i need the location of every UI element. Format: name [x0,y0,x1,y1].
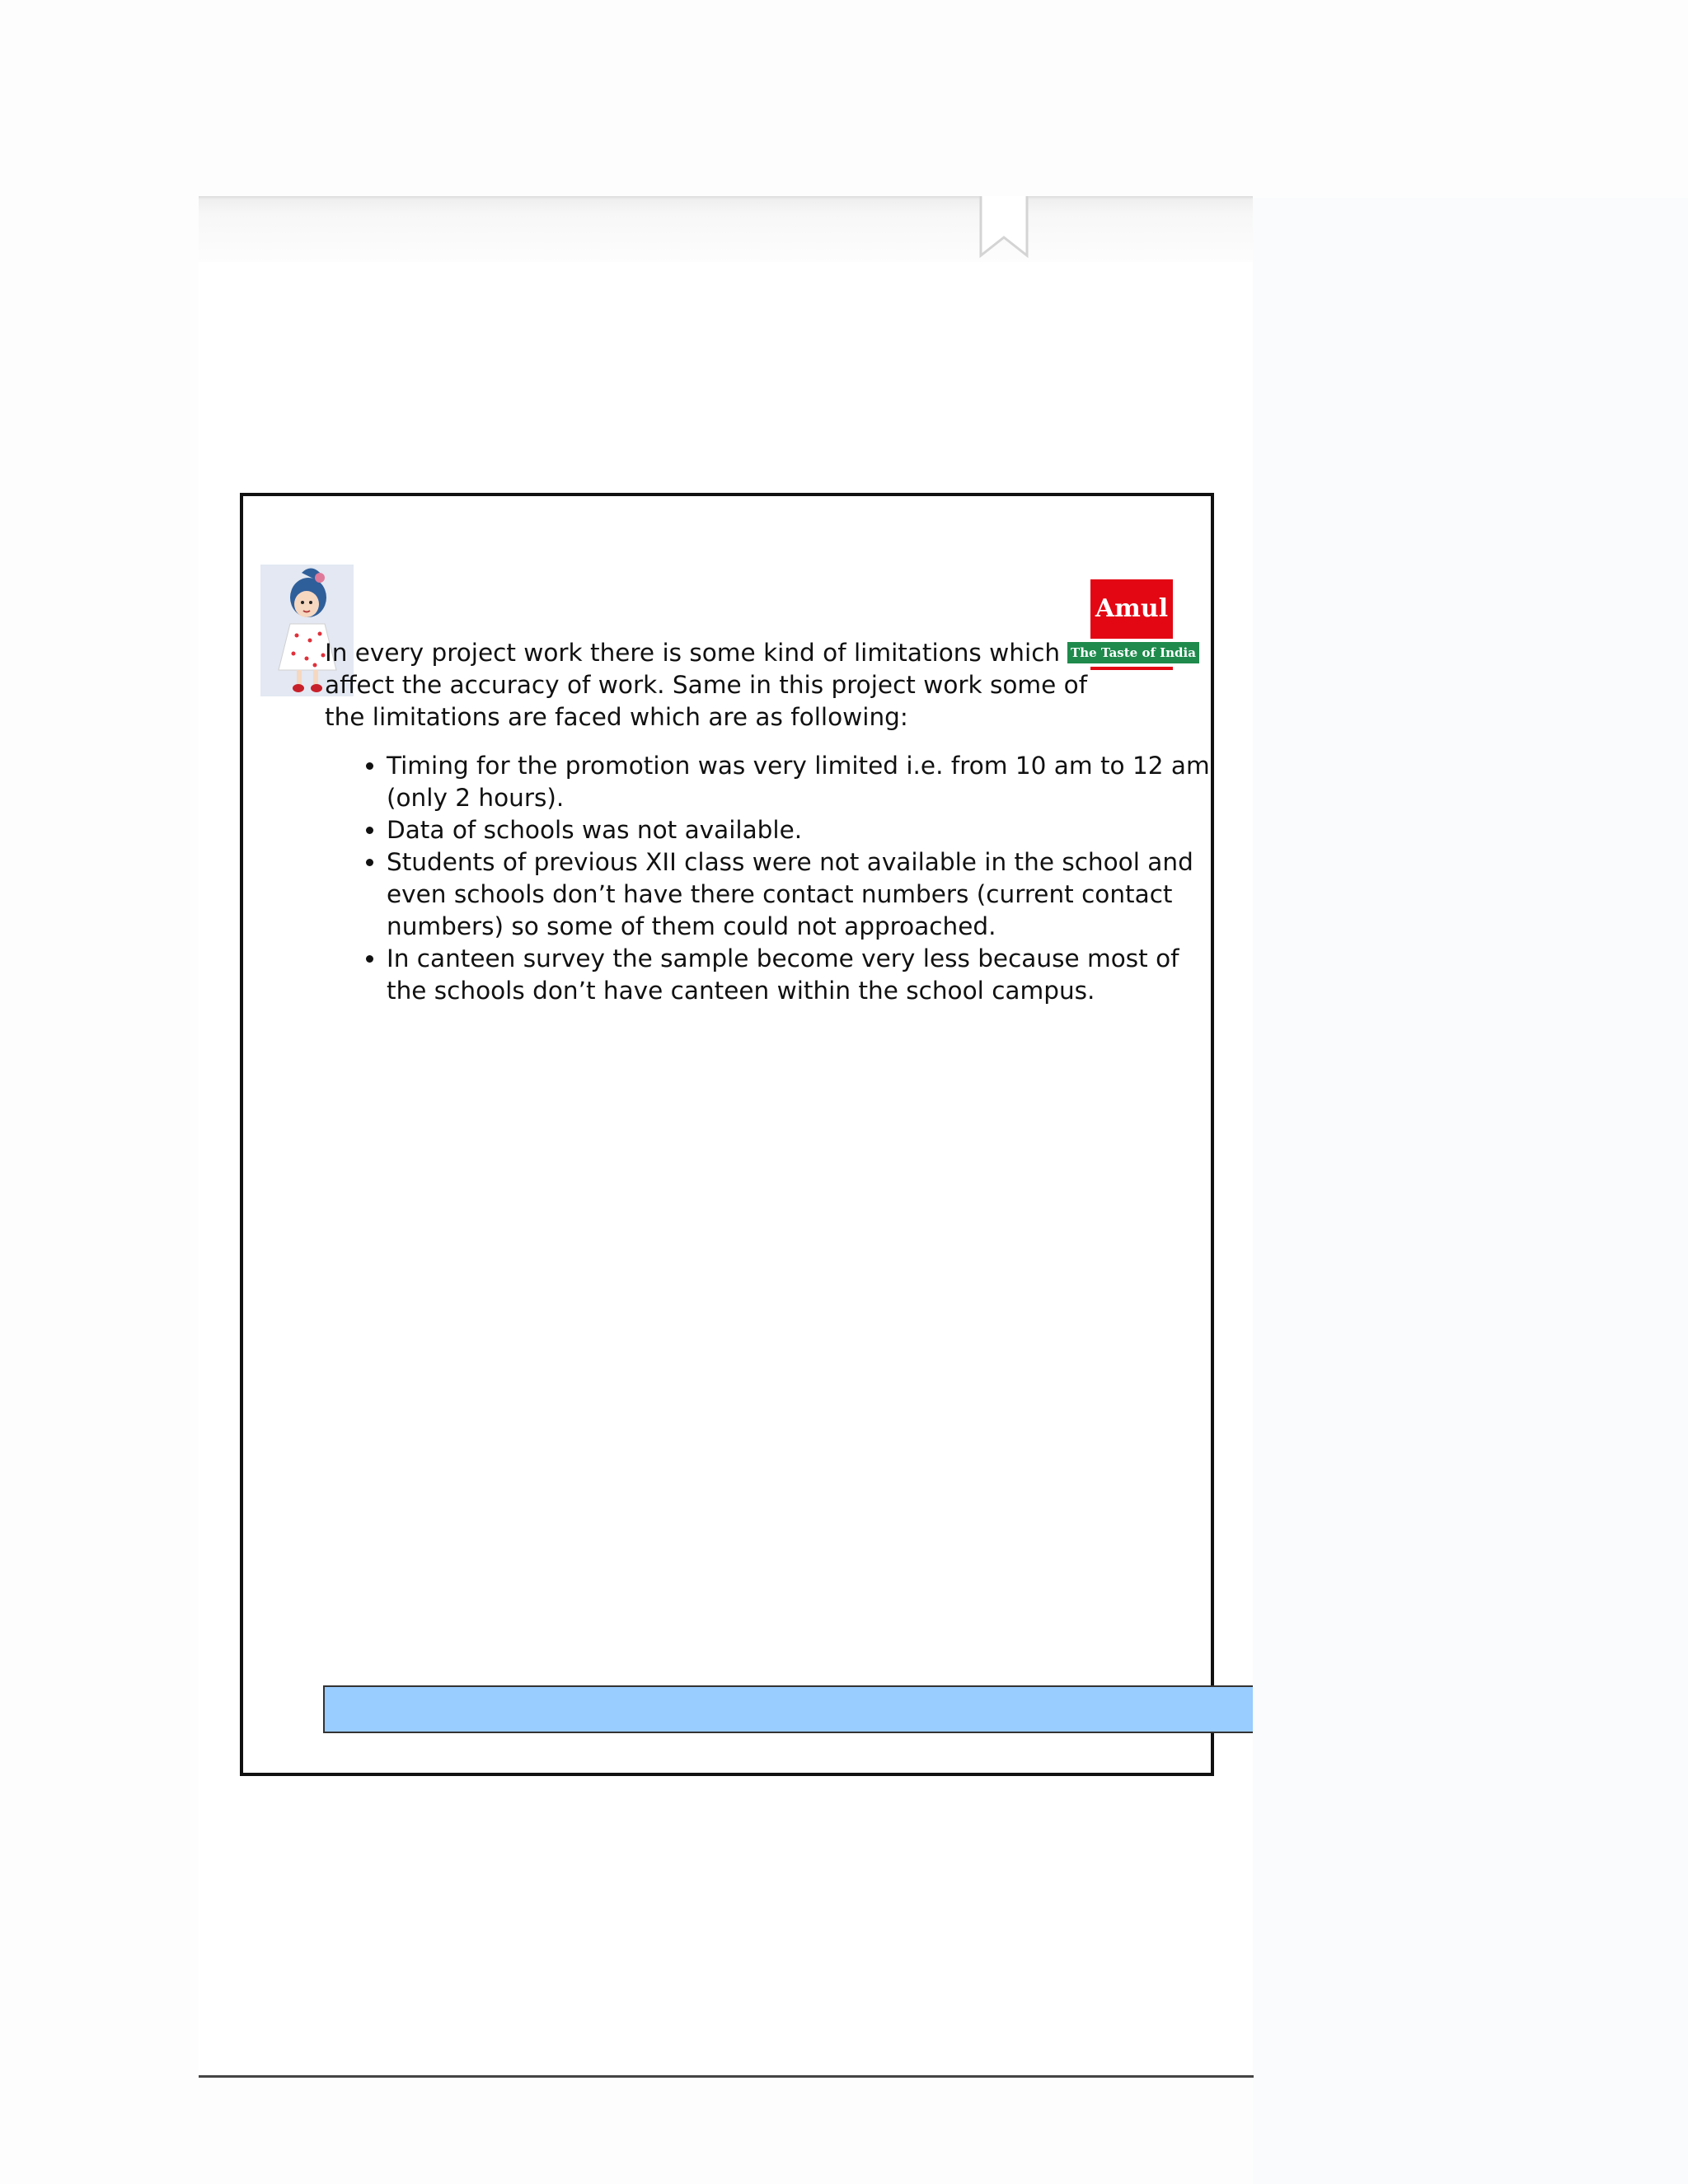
list-item: • Data of schools was not available. [387,814,1211,846]
limitations-list [325,750,1211,1007]
logo-tagline: The Taste of India [1067,642,1199,663]
page-top-shadow [199,196,1253,262]
logo-brand-name: Amul [1090,579,1173,639]
slide-footer-bar [323,1685,1253,1733]
limitations-intro-paragraph: In every project work there is some kind of limitations which affect the accuracy of work. Same in this project work some of the limitations are faced which are as following: [325,639,1088,731]
page-bottom-divider [199,2075,1254,2078]
bookmark-icon[interactable] [979,196,1029,259]
list-item: • Students of previous XII class were not available in the school and even schools don’t have there contact numbers (current contact numbers) so some of them could not approached. [387,846,1211,943]
viewer-margin [1253,198,1688,2184]
list-item: • In canteen survey the sample become very less because most of the schools don’t have canteen within the school campus. [387,943,1211,1007]
list-item: • Timing for the promotion was very limited i.e. from 10 am to 12 am (only 2 hours). [387,750,1211,814]
